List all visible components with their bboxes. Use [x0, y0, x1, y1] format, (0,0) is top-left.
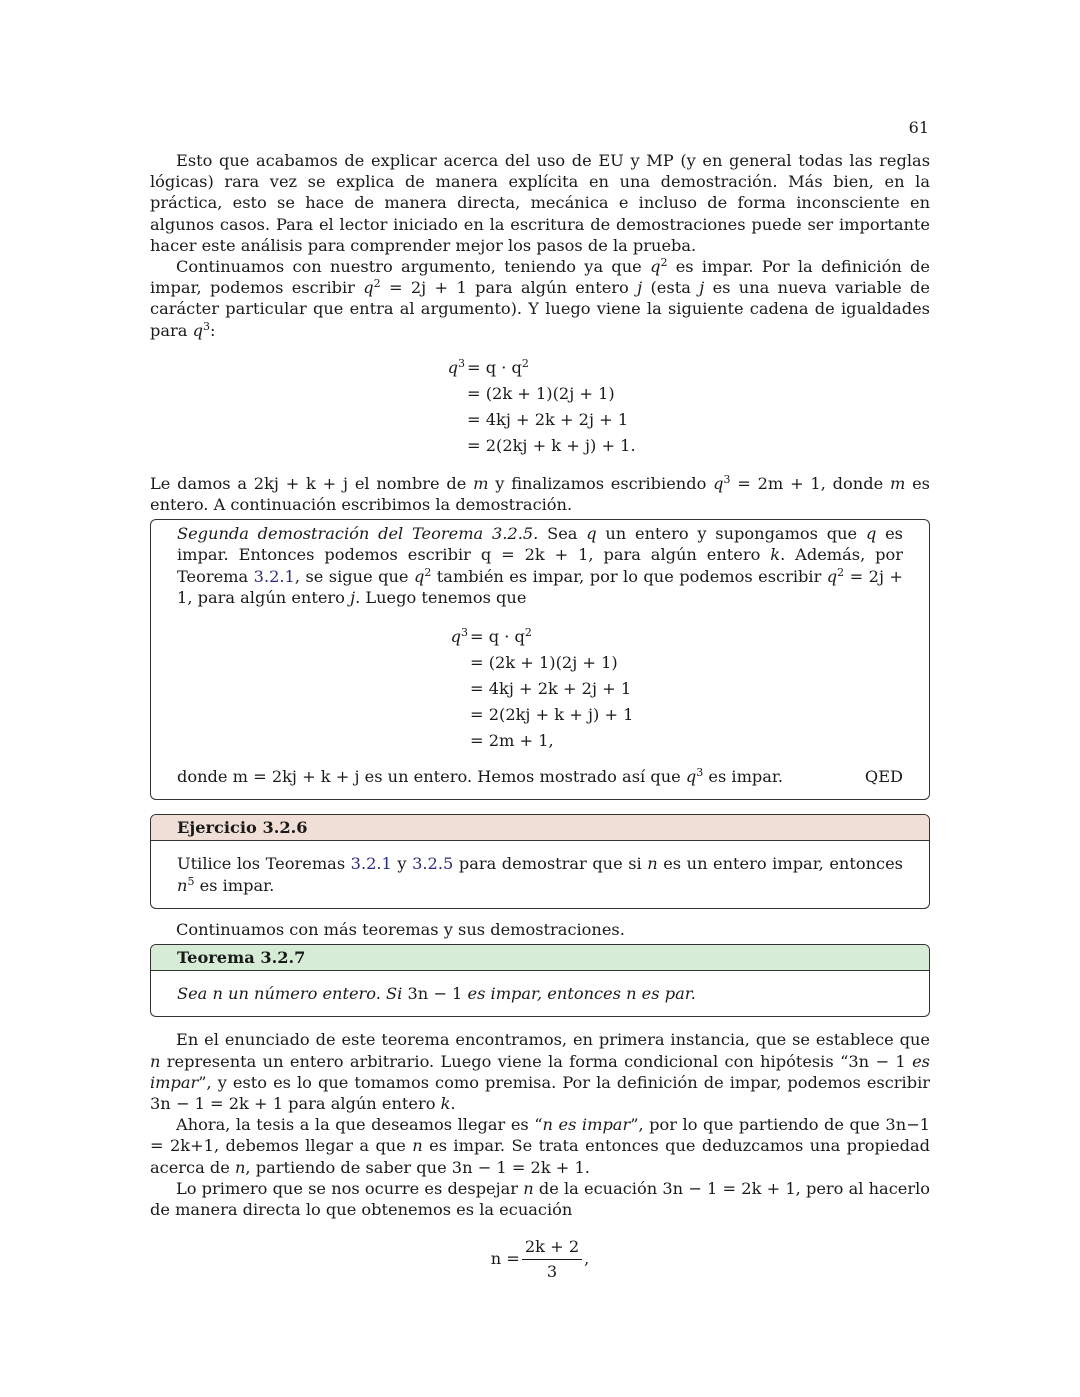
- qed-mark: QED: [864, 767, 903, 787]
- theorem-link[interactable]: 3.2.1: [350, 854, 392, 874]
- proof-conclusion: donde m = 2kj + k + j es un entero. Hemos mostrado así que $q^3$ es impar. QED: [177, 766, 903, 787]
- theorem-link[interactable]: 3.2.5: [412, 854, 454, 874]
- equation-chain: $q^3$ = $q \cdot q^2$ = (2k + 1)(2j + 1) = 4kj + 2k + 2j + 1 = 2(2kj + k + j) + 1.: [447, 357, 636, 456]
- proof-box: [150, 519, 930, 800]
- fraction-equation: n = $\frac{2k + 2}{3}$ ,: [490, 1237, 590, 1281]
- exercise-title: Ejercicio 3.2.6: [151, 815, 929, 841]
- equation-chain: $q^3$ = $q \cdot q^2$ = (2k + 1)(2j + 1) = 4kj + 2k + 2j + 1 = 2(2kj + k + j) + 1 = 2m + 1,: [450, 626, 634, 751]
- paragraph: Esto que acabamos de explicar acerca del uso de EU y MP (y en general todas las reglas lógicas) rara vez se explica de manera explícita en una demostración. Más bien, en la práctica, esto se hace de manera directa, mecánica e incluso de forma inconsciente en algunos casos. Para el lector iniciado en la escritura de demostraciones puede ser importante hacer este análisis para comprender mejor los pasos de la prueba.: [150, 151, 930, 255]
- paragraph: Ahora, la tesis a la que deseamos llegar es “n es impar”, por lo que partiendo de que 3n−1 = 2k+1, debemos llegar a que n es impar. Se trata entonces que deduzcamos una propiedad acerca de n, partiendo de saber que 3n − 1 = 2k + 1.: [150, 1115, 930, 1177]
- paragraph: Continuamos con nuestro argumento, teniendo ya que $q^2$ es impar. Por la definición de impar, podemos escribir $q^2 = 2j + 1$ para algún entero j (esta j es una nueva variable de carácter particular que entra al argumento). Y luego viene la siguiente cadena de igualdades para $q^3$:: [150, 255, 930, 340]
- proof-text: Segunda demostración del Teorema 3.2.5. Sea q un entero y supongamos que q es impar. Entonces podemos escribir q = 2k + 1, para algún entero k. Además, por Teorema 3.2.1, se sigue que $q^2$ también es impar, por lo que podemos escribir $q^2 = 2j + 1$, para algún entero j. Luego tenemos que: [177, 524, 903, 607]
- paragraph: Continuamos con más teoremas y sus demostraciones.: [176, 919, 625, 939]
- paragraph: Le damos a 2kj + k + j el nombre de m y finalizamos escribiendo $q^3 = 2m + 1$, donde m es entero. A continuación escribimos la demostración.: [150, 472, 930, 515]
- exercise-box: [150, 814, 930, 909]
- paragraph: En el enunciado de este teorema encontramos, en primera instancia, que se establece que n representa un entero arbitrario. Luego viene la forma condicional con hipótesis “3n − 1 es impar”, y esto es lo que tomamos como premisa. Por la definición de impar, podemos escribir 3n − 1 = 2k + 1 para algún entero k.: [150, 1030, 930, 1114]
- page-number: 61: [908, 118, 929, 137]
- paragraph: Lo primero que se nos ocurre es despejar n de la ecuación 3n − 1 = 2k + 1, pero al hacerlo de manera directa lo que obtenemos es la ecuación: [150, 1178, 930, 1220]
- page-content: [150, 150, 930, 1282]
- theorem-title: Teorema 3.2.7: [151, 945, 929, 971]
- exercise-body: Utilice los Teoremas 3.2.1 y 3.2.5 para demostrar que si n es un entero impar, entonces $n^5$ es impar.: [177, 854, 903, 895]
- theorem-body: Sea n un número entero. Si 3n − 1 es impar, entonces n es par.: [177, 984, 696, 1004]
- theorem-box: [150, 944, 930, 1017]
- theorem-link[interactable]: 3.2.1: [253, 566, 295, 586]
